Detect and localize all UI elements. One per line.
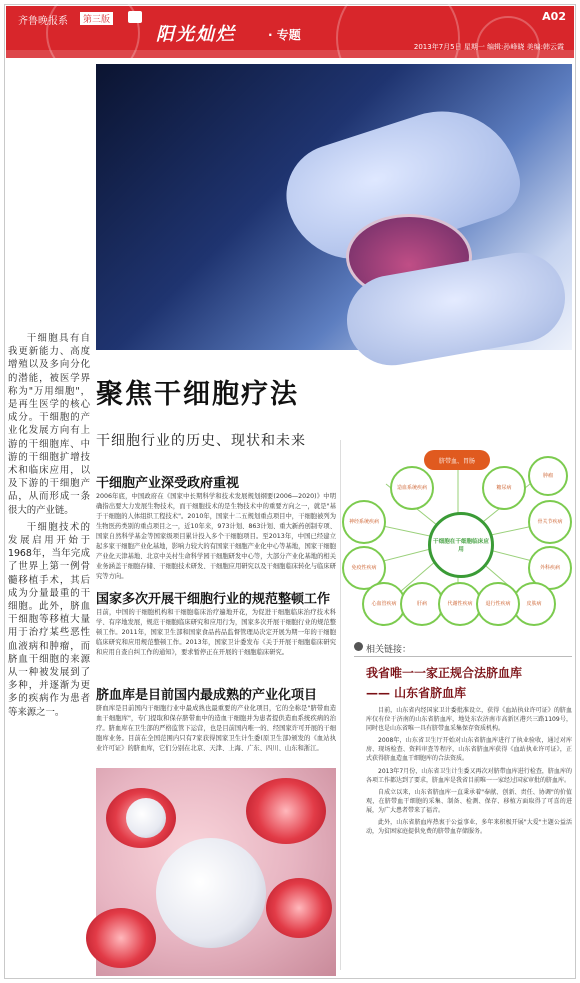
white-blood-cell: [126, 798, 166, 838]
lead-column: [8, 332, 90, 719]
related-paragraph: 此外，山东省脐血库热衷于公益事业，多年来积极开展"大爱"主题公益活动，为贫困家庭提供免费的脐带血存储服务。: [366, 819, 572, 836]
section-heading: 国家多次开展干细胞行业的规范整顿工作: [96, 592, 331, 607]
diagram-node: 造血系统疾病: [390, 466, 434, 510]
lead-paragraph: 干细胞技术的发展启用开始于1968年，当年完成了世界上第一例骨髓移植手术，其后成为分量最重的干细胞。此外，脐血干细胞等移植大量用于治疗某些恶性血液病和肿瘤，而脐血干细胞的来源从一种被发展到了多种，并逐渐为更多的疾病作为患者等来源之一。: [8, 521, 90, 718]
column-divider: [340, 440, 341, 970]
related-subtitle: —— 山东省脐血库: [366, 686, 467, 700]
diagram-node: 免疫性疾病: [342, 546, 386, 590]
related-paragraph: 自成立以来，山东省脐血库一直秉承着"奉献、创新、责任、协调"的价值观，在脐带血干细胞的采集、制备、检测、保存、移植方面取得了可喜的进展，为广大患者带来了福音。: [366, 788, 572, 814]
section-body: 目前，中国的干细胞机构和干细胞临床治疗遍地开花，为促进干细胞临床治疗技术科学、有序地发展，规范干细胞临床研究和应用行为，国家多次开展干细胞行业的规范整顿工作。2011年，国家卫生部和国家食品药品监督管理局决定开展为期一年的干细胞临床研究和应用规范整顿工作。2013年，国家卫计委发布《关于开展干细胞临床研究和应用自查自纠工作的通知》，要求暂停正在开展的干细胞临床研究。: [96, 609, 336, 656]
hero-lab-photo: [96, 64, 572, 350]
diagram-center: 干细胞在干细胞临床应用: [428, 512, 494, 578]
newspaper-brand: 齐鲁晚报系: [18, 16, 68, 27]
brand-tag: 第三版: [80, 12, 113, 25]
column-title: 阳光灿烂: [156, 24, 236, 45]
main-subheadline: 干细胞行业的历史、现状和未来: [96, 433, 306, 449]
diagram-node: 糖尿病: [482, 466, 526, 510]
main-headline: 聚焦干细胞疗法: [96, 379, 299, 410]
date-editor-line: 2013年7月5日 星期一 编辑:孙峰晓 美编:韩云霞: [413, 43, 564, 51]
red-blood-cell: [246, 778, 326, 844]
diagram-node: 骨关节疾病: [528, 500, 572, 544]
related-paragraph: 2013年7月份，山东省卫生计生委又再次对脐带血库进行检查，脐血库的各项工作都达到了要求，脐血库是我省目前唯一一家经过国家审批的脐血库。: [366, 767, 572, 784]
related-link-label: 相关链接：: [366, 645, 412, 655]
blood-cells-image: [96, 768, 336, 976]
diagram-node: 肝病: [400, 582, 444, 626]
diagram-source-label: 脐带血、胃肠: [424, 450, 490, 470]
section-body: 脐血库是目前国内干细胞行业中最成熟也最重要的产业化项目，它的全称是"脐带血造血干细胞库"，专门提取和保存脐带血中的造血干细胞并为患者提供造血系统疾病的治疗。脐血库在卫生部的严格监管下运营，也是目前国内唯一的、经国家许可开展的干细胞库业务。目前在全国范围内只有7家获得国家卫生计生委(原卫生部)颁发的《血站执业许可证》的脐血库，它们分别在北京、天津、上海、广东、四川、山东和浙江。: [96, 705, 336, 752]
diagram-node: 心血管疾病: [362, 582, 406, 626]
diagram-node: 皮肤病: [512, 582, 556, 626]
related-paragraph: 2008年，山东省卫生厅开始对山东省脐血库进行了执业验收，通过对库房、现场检查、资料审查等程序，山东省脐血库获得《血站执业许可证》，正式获得脐血造血干细胞库的合法资质。: [366, 737, 572, 763]
header-stripe: [6, 50, 574, 58]
section-body: 2006年底，中国政府在《国家中长期科学和技术发展规划纲要(2006—2020)》中明确指出要大力发展生物技术，而干细胞技术的是生物技术中的重要方向之一，就是"基于干细胞的人体组织工程技术"。2010年，国家十二五规划重点项目中，干细胞被列为生物医药类别的重点项目之一，近10年来，973计划、863计划、重大新药创制专项、国家自然科学基金等国家级项目累计投入多个干细胞项目。至2013年，中国已经建立起多家干细胞产业化基地，影响力较大的有国家干细胞产业化中心等基地，国家干细胞产业化天津基地、北京中关村生命科学园干细胞研发中心等，大部分产业化基地的相关业务涵盖干细胞存储、干细胞技术研发、干细胞应用研究以及干细胞临床转化与临床研究等方向。: [96, 493, 336, 580]
stem-cell-application-diagram: [342, 448, 574, 626]
column-tag: · 专题: [268, 28, 301, 42]
diagram-node: 肿瘤: [528, 456, 568, 496]
related-title: 我省唯一一家正规合法脐血库: [366, 666, 523, 680]
white-blood-cell: [156, 838, 266, 948]
related-body: [366, 706, 572, 836]
diagram-node: 代谢性疾病: [438, 582, 482, 626]
related-divider: [354, 656, 572, 657]
diagram-node: 外科疾病: [528, 546, 572, 590]
logo-icon: [128, 11, 142, 23]
page-header: [6, 6, 574, 58]
bullet-icon: [354, 642, 363, 651]
section-heading: 脐血库是目前国内最成熟的产业化项目: [96, 688, 318, 703]
lead-paragraph: 干细胞具有自我更新能力、高度增殖以及多向分化的潜能，被医学界称为"万用细胞"，是再生医学的核心成分。干细胞的产业化发展方向有上游的干细胞库、中游的干细胞扩增技术和临床应用，以及下游的干细胞产品，从而形成一条很大的产业链。: [8, 333, 90, 516]
section-heading: 干细胞产业深受政府重视: [96, 476, 240, 491]
diagram-node: 神经系统疾病: [342, 500, 386, 544]
diagram-node: 退行性疾病: [476, 582, 520, 626]
red-blood-cell: [266, 878, 332, 938]
related-paragraph: 目前，山东省内经国家卫计委批准设立，获得《血站执业许可证》的脐血库仅有位于济南的山东省脐血库，地处东农济南市高新区港兴三路1109号，同时也是山东省唯一具有脐带血采集保存资质机构。: [366, 707, 572, 733]
page-number: A02: [542, 10, 566, 23]
red-blood-cell: [86, 908, 156, 968]
